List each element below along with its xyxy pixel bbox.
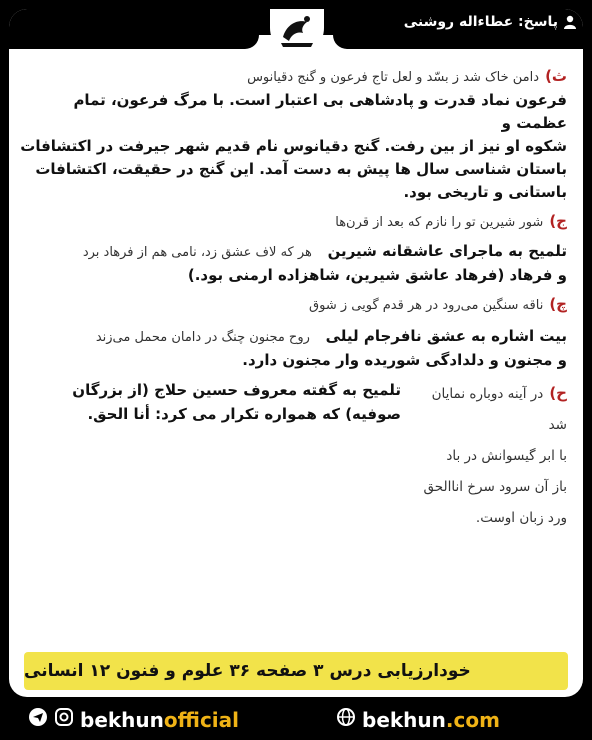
social-handle[interactable]: bekhunofficial — [28, 707, 239, 732]
section-jim — [19, 210, 567, 287]
section-label: ج) — [549, 212, 567, 230]
website-link[interactable]: bekhun.com — [336, 707, 500, 732]
globe-icon — [336, 707, 356, 732]
explanation: تلمیح به گفته معروف حسین حلاج (از بزرگان صوفیه) که همواره تکرار می کرد: أنا الحق. — [72, 381, 401, 423]
poem-line: باز آن سرود سرخ اناالحق — [423, 479, 567, 495]
answer-content — [19, 65, 567, 534]
text-line: بیت اشاره به عشق نافرجام لیلی — [325, 327, 567, 345]
instagram-icon — [54, 707, 74, 732]
lesson-info-bar — [24, 652, 568, 690]
verse: هر که لاف عشق زد، نامی هم از فرهاد برد — [82, 245, 312, 260]
verse: روح مجنون چنگ در دامان محمل می‌زند — [95, 330, 310, 345]
telegram-icon — [28, 707, 48, 732]
poem-block — [415, 378, 567, 534]
text-line: و فرهاد (فرهاد عاشق شیرین، شاهزاده ارمنی بود.) — [187, 266, 567, 284]
footer — [0, 697, 592, 740]
section-he — [19, 378, 567, 534]
verse: ناقه سنگین می‌رود در هر قدم گویی ز شوق — [309, 298, 544, 313]
poem-line: در آینه دوباره نمایان شد — [431, 386, 567, 433]
section-label: چ) — [549, 295, 567, 313]
poem-line: ورد زبان اوست. — [475, 510, 567, 526]
answer-author: پاسخ: عطاءاله روشنی — [404, 9, 583, 35]
text-line: شکوه او نیز از بین رفت. گنج دقیانوس نام قدیم شهر جیرفت در اکتشافات — [20, 137, 567, 155]
text-line: و مجنون و دلدادگی شوریده وار مجنون دارد. — [242, 351, 567, 369]
lesson-info: خودارزیابی درس ۳ صفحه ۳۶ علوم و فنون ۱۲ انسانی — [24, 661, 471, 681]
verse: شور شیرین تو را نازم که بعد از قرن‌ها — [335, 215, 544, 230]
text-line: تلمیح به ماجرای عاشقانه شیرین — [327, 242, 567, 260]
text-line: باستان شناسی سال ها پیش به دست آمد. این گنج در حقیقت، اکتشافات — [35, 160, 567, 178]
section-label: ث) — [545, 67, 567, 85]
brand-logo — [270, 9, 324, 55]
section-che — [19, 293, 567, 372]
section-label: ح) — [549, 384, 567, 402]
verse: دامن خاک شد ز بسّد و لعل تاج فرعون و گنج دقیانوس — [247, 70, 540, 85]
poem-line: با ابر گیسوانش در باد — [446, 448, 567, 464]
section-tha — [19, 65, 567, 204]
text-line: فرعون نماد قدرت و پادشاهی بی اعتبار است. با مرگ فرعون، تمام عظمت و — [73, 91, 567, 132]
text-line: باستانی و تاریخی بود. — [403, 183, 567, 201]
content-card — [9, 9, 583, 697]
user-icon — [563, 15, 577, 29]
